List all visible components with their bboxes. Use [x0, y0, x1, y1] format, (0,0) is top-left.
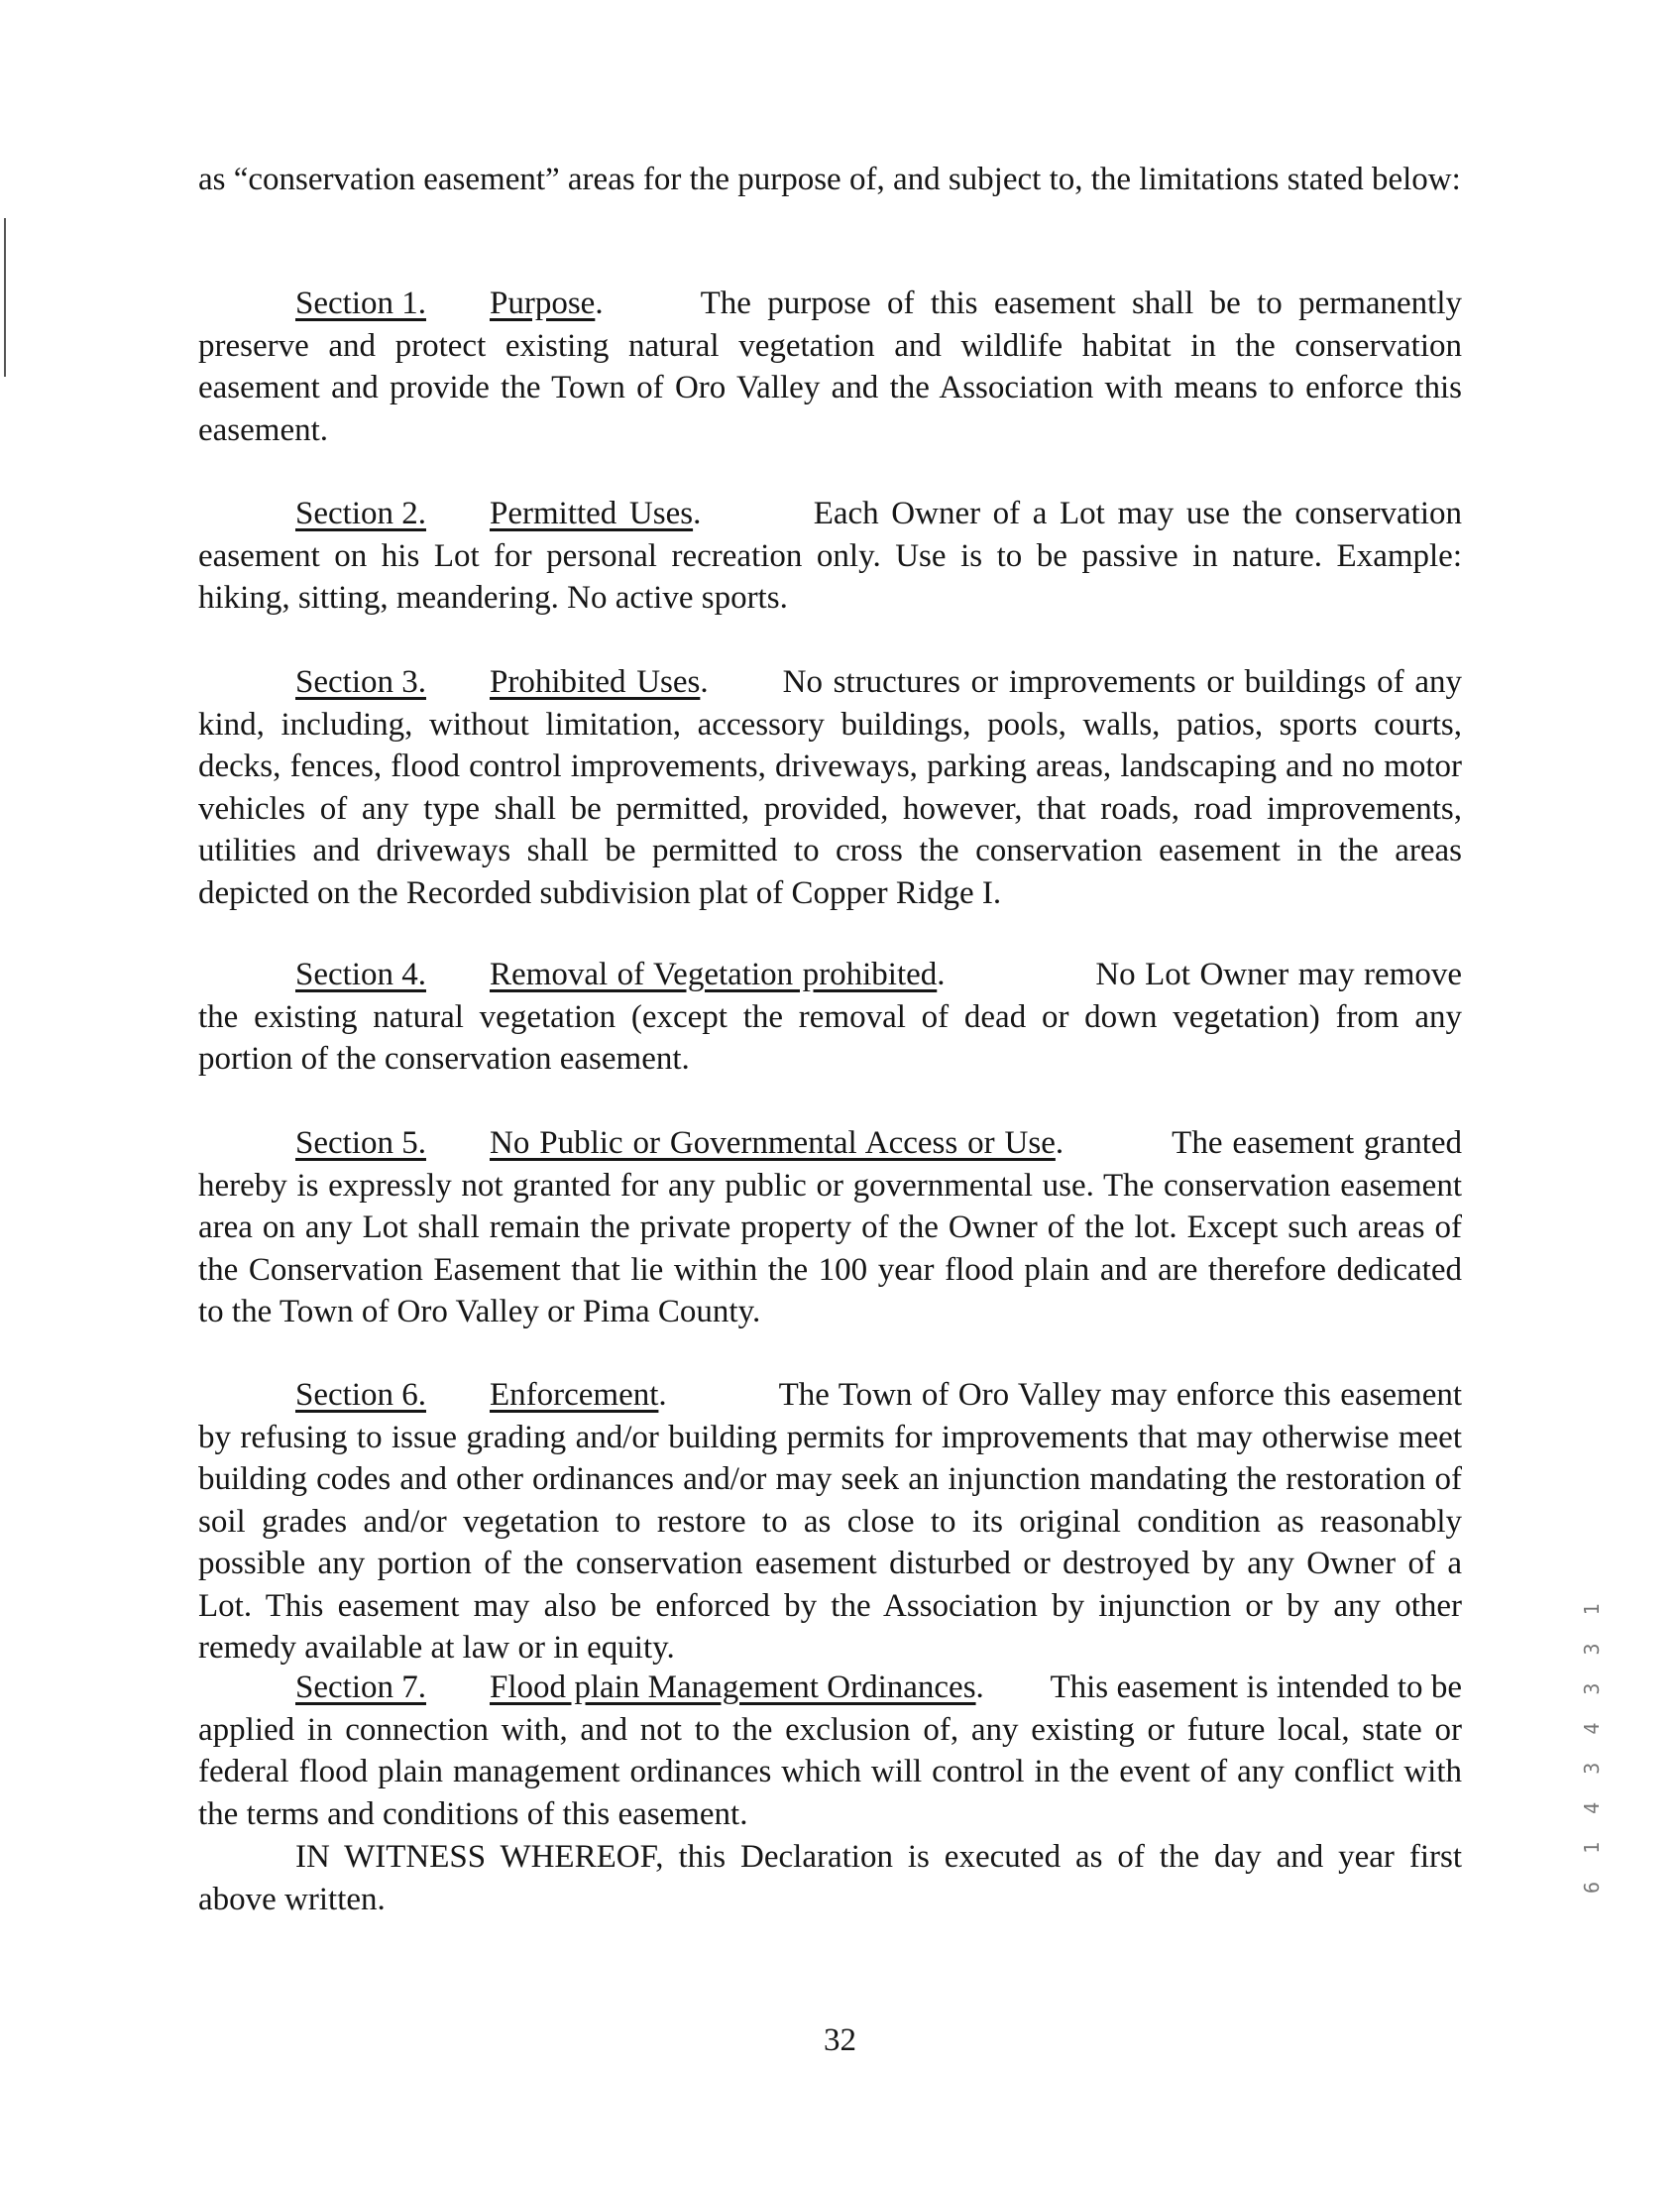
section-7-title: Flood plain Management Ordinances [490, 1669, 976, 1705]
page-number: 32 [824, 2022, 856, 2058]
section-7-paragraph: Section 7. Flood plain Management Ordinances. This easement is intended to be applied in connection with, and not to the exclusion of, any existing or future local, state or federal flood plain management ordinances which will control in the event of any conflict with the terms and conditions of this easement. [198, 1667, 1462, 1835]
section-3-text: No structures or improvements or buildings of any kind, including, without limitation, accessory buildings, pools, walls, patios, sports courts, decks, fences, flood control improvements, driveways, parking areas, landscaping and no motor vehicles of any type shall be permitted, provided, however, that roads, road improvements, utilities and driveways shall be permitted to cross the conservation easement in the areas depicted on the Recorded subdivision plat of Copper Ridge I. [198, 664, 1462, 911]
section-4-title: Removal of Vegetation prohibited [490, 957, 938, 992]
intro-paragraph: as “conservation easement” areas for the purpose of, and subject to, the limitations stated below: [198, 162, 1461, 197]
section-4-text: No Lot Owner may remove the existing natural vegetation (except the removal of dead or down vegetation) from any portion of the conservation easement. [198, 957, 1463, 1077]
section-4-paragraph: Section 4. Removal of Vegetation prohibited. No Lot Owner may remove the existing natural vegetation (except the removal of dead or down vegetation) from any portion of the conservation easement. [198, 954, 1462, 1081]
section-6-number: Section 6. [295, 1377, 426, 1413]
section-5-text: The easement granted hereby is expressly not granted for any public or governmental use. The conservation easement area on any Lot shall remain the private property of the Owner of the lot. Except such areas of the Conservation Easement that lie within the 100 year flood plain and are therefore dedicated to the Town of Oro Valley or Pima County. [198, 1125, 1463, 1329]
section-2-text: Each Owner of a Lot may use the conservation easement on his Lot for personal recreation only. Use is to be passive in nature. Example: hiking, sitting, meandering. No active sports. [198, 496, 1462, 616]
section-3-paragraph: Section 3. Prohibited Uses. No structures or improvements or buildings of any kind, including, without limitation, accessory buildings, pools, walls, patios, sports courts, decks, fences, flood control improvements, driveways, parking areas, landscaping and no motor vehicles of any type shall be permitted, provided, however, that roads, road improvements, utilities and driveways shall be permitted to cross the conservation easement in the areas depicted on the Recorded subdivision plat of Copper Ridge I. [198, 661, 1462, 914]
margin-mark [4, 218, 6, 377]
section-6-title: Enforcement [490, 1377, 659, 1413]
closing-paragraph: IN WITNESS WHEREOF, this Declaration is executed as of the day and year first above written. [198, 1839, 1462, 1917]
section-2-paragraph: Section 2. Permitted Uses. Each Owner of a Lot may use the conservation easement on his Lot for personal recreation only. Use is to be passive in nature. Example: hiking, sitting, meandering. No active sports. [198, 493, 1462, 620]
section-7-text: This easement is intended to be applied in connection with, and not to the exclusion of, any existing or future local, state or federal flood plain management ordinances which will control in the event of any conflict with the terms and conditions of this easement. [198, 1669, 1463, 1832]
section-5-title: No Public or Governmental Access or Use [490, 1125, 1056, 1161]
section-6-paragraph: Section 6. Enforcement. The Town of Oro Valley may enforce this easement by refusing to issue grading and/or building permits for improvements that may otherwise meet building codes and other ordinances and/or may seek an injunction mandating the restoration of soil grades and/or vegetation to restore to as close to its original condition as reasonably possible any portion of the conservation easement disturbed or destroyed by any Owner of a Lot. This easement may also be enforced by the Association by injunction or by any other remedy available at law or in equity. [198, 1374, 1462, 1669]
section-5-paragraph: Section 5. No Public or Governmental Access or Use. The easement granted hereby is expressly not granted for any public or governmental use. The conservation easement area on any Lot shall remain the private property of the Owner of the lot. Except such areas of the Conservation Easement that lie within the 100 year flood plain and are therefore dedicated to the Town of Oro Valley or Pima County. [198, 1122, 1462, 1333]
section-1-paragraph: Section 1. Purpose. The purpose of this easement shall be to permanently preserve and protect existing natural vegetation and wildlife habitat in the conservation easement and provide the Town of Oro Valley and the Association with means to enforce this easement. [198, 283, 1462, 451]
section-6-text: The Town of Oro Valley may enforce this easement by refusing to issue grading and/or building permits for improvements that may otherwise meet building codes and other ordinances and/or may seek an injunction mandating the restoration of soil grades and/or vegetation to restore to as close to its original condition as reasonably possible any portion of the conservation easement disturbed or destroyed by any Owner of a Lot. This easement may also be enforced by the Association by injunction or by any other remedy available at law or in equity. [198, 1377, 1463, 1666]
recording-stamp: 6 1 4 3 4 3 3 1 [1580, 1595, 1604, 1894]
section-1-text: The purpose of this easement shall be to permanently preserve and protect existing natural vegetation and wildlife habitat in the conservation easement and provide the Town of Oro Valley and the Association with means to enforce this easement. [198, 286, 1463, 448]
section-3-number: Section 3. [295, 664, 426, 700]
section-7-number: Section 7. [295, 1669, 426, 1705]
section-4-number: Section 4. [295, 957, 426, 992]
section-5-number: Section 5. [295, 1125, 426, 1161]
section-3-title: Prohibited Uses [490, 664, 701, 700]
section-1-number: Section 1. [295, 286, 426, 321]
section-2-title: Permitted Uses [490, 496, 694, 531]
section-1-title: Purpose [490, 286, 596, 321]
section-2-number: Section 2. [295, 496, 426, 531]
